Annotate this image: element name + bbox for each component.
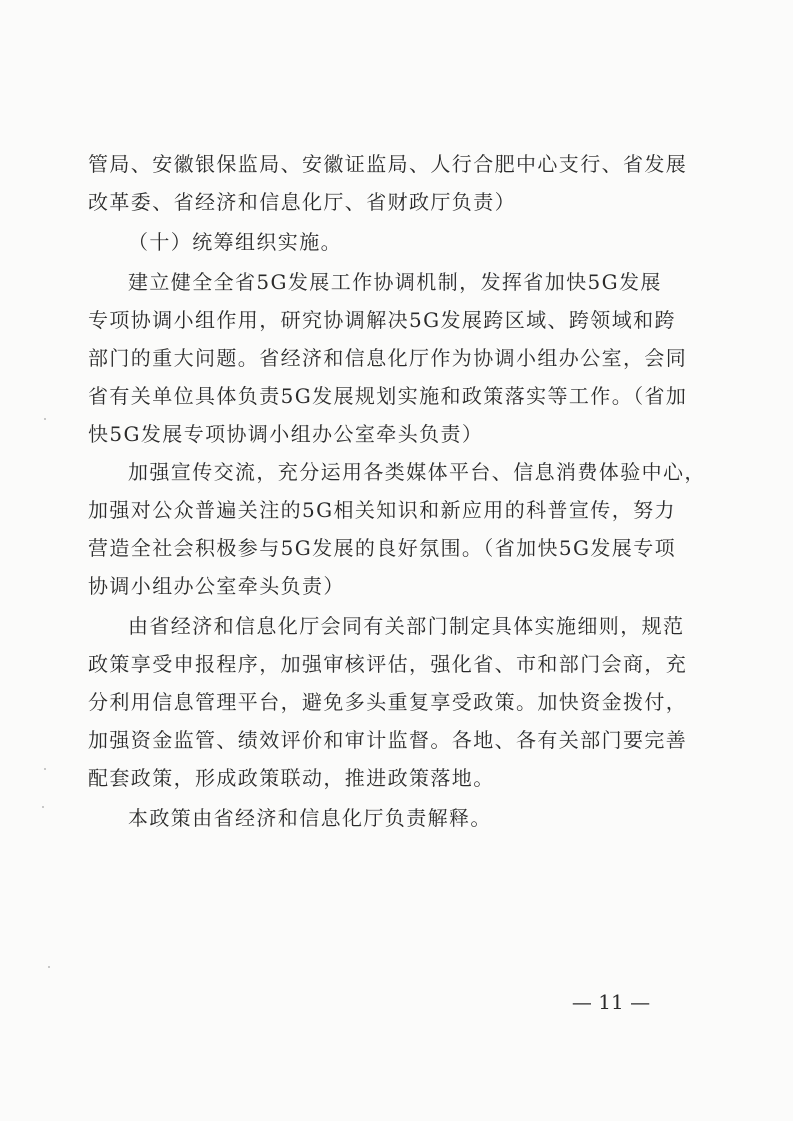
text-line: 配套政策，形成政策联动，推进政策落地。	[88, 766, 495, 790]
text-line: 加强对公众普遍关注的5G相关知识和新应用的科普宣传，努力	[88, 498, 676, 522]
scan-speck	[44, 418, 46, 420]
text-line: 改革委、省经济和信息化厅、省财政厅负责）	[88, 190, 516, 214]
text-line: 专项协调小组作用，研究协调解决5G发展跨区域、跨领域和跨	[88, 308, 676, 332]
text-line: 加强资金监管、绩效评价和审计监督。各地、各有关部门要完善	[88, 728, 688, 752]
text-line: 本政策由省经济和信息化厅负责解释。	[128, 806, 492, 830]
text-line: 协调小组办公室牵头负责）	[88, 574, 345, 598]
text-line: 建立健全全省5G发展工作协调机制，发挥省加快5G发展	[128, 270, 662, 294]
text-line: 分利用信息管理平台，避免多头重复享受政策。加快资金拨付，	[88, 690, 688, 714]
text-line: 省有关单位具体负责5G发展规划实施和政策落实等工作。（省加	[88, 384, 688, 408]
text-line: 部门的重大问题。省经济和信息化厅作为协调小组办公室，会同	[88, 346, 688, 370]
text-line: 管局、安徽银保监局、安徽证监局、人行合肥中心支行、省发展	[88, 152, 688, 176]
section-heading: （十）统筹组织实施。	[128, 230, 342, 254]
text-line: 加强宣传交流，充分运用各类媒体平台、信息消费体验中心，	[128, 460, 706, 484]
text-line: 政策享受申报程序，加强审核评估，强化省、市和部门会商，充	[88, 652, 688, 676]
page-number: — 11 —	[571, 990, 651, 1014]
text-line: 快5G发展专项协调小组办公室牵头负责）	[88, 422, 484, 446]
scan-speck	[42, 806, 44, 808]
text-line: 由省经济和信息化厅会同有关部门制定具体实施细则，规范	[128, 614, 685, 638]
text-line: 营造全社会积极参与5G发展的良好氛围。（省加快5G发展专项	[88, 536, 677, 560]
scan-speck	[48, 966, 50, 968]
scan-speck	[44, 768, 46, 770]
